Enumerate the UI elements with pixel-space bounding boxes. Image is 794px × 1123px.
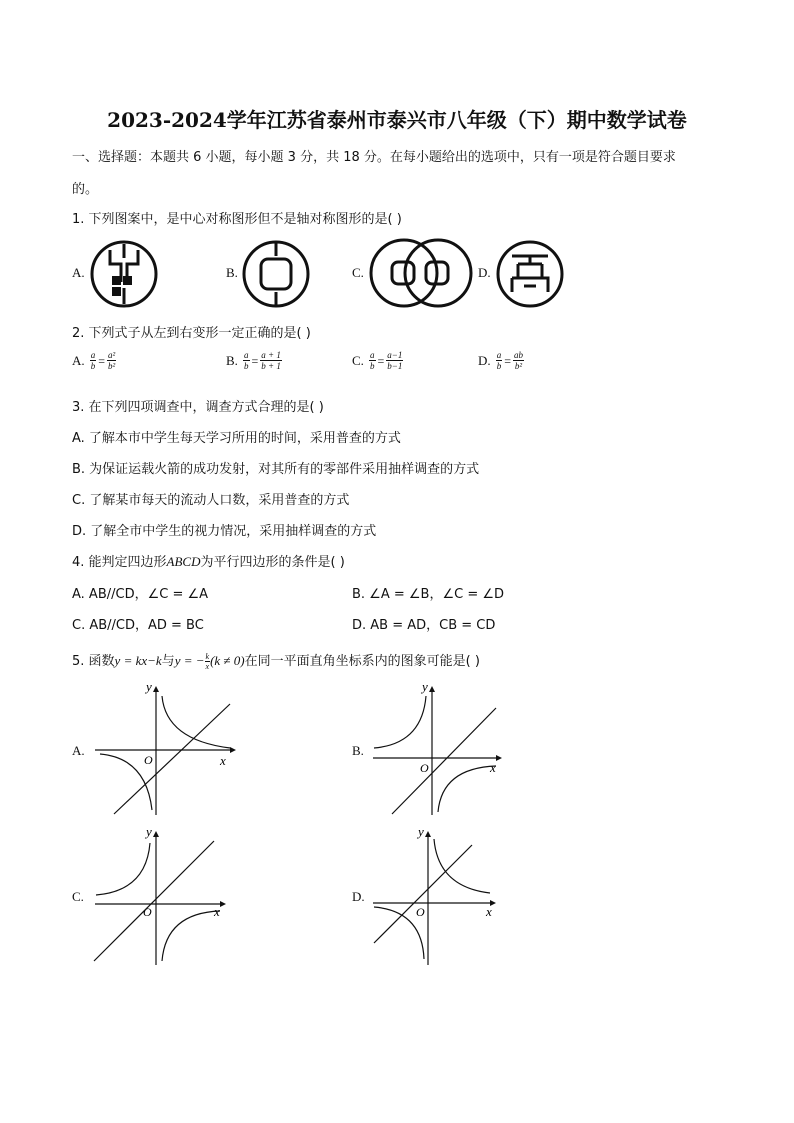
x-axis-label: x bbox=[214, 904, 220, 919]
q5-option-c-graph bbox=[90, 825, 240, 970]
q4-option-a: A. AB//CD，∠C = ∠A bbox=[72, 587, 209, 602]
q4-option-b: B. ∠A = ∠B，∠C = ∠D bbox=[352, 587, 505, 602]
q2-option-c: C. $\frac{a}{b}$ = $\frac{a-1}{b-1}$ bbox=[352, 350, 403, 371]
line-graph bbox=[392, 708, 496, 814]
q5-option-b-label: B. bbox=[352, 743, 364, 758]
question-3-stem: 3. 在下列四项调查中，调查方式合理的是( ) bbox=[72, 400, 324, 415]
line-graph bbox=[374, 845, 472, 943]
hyperbola-branch-2 bbox=[162, 911, 220, 961]
origin-label: O bbox=[143, 905, 152, 919]
origin-label: O bbox=[416, 905, 425, 919]
q1-option-b-figure bbox=[240, 238, 312, 310]
q5-option-d-graph bbox=[368, 825, 518, 970]
q3-option-b: B. 为保证运载火箭的成功发射，对其所有的零部件采用抽样调查的方式 bbox=[72, 462, 480, 477]
y-axis-label: y bbox=[418, 825, 424, 839]
line-graph bbox=[114, 704, 230, 814]
section-heading-line2: 的。 bbox=[72, 182, 99, 197]
q1-option-b-label: B. bbox=[226, 265, 238, 280]
q2-option-a: A. $\frac{a}{b}$ = $\frac{\text{a²}}{\text{b²}}$ bbox=[72, 350, 116, 371]
q1-option-c-label: C. bbox=[352, 265, 364, 280]
hyperbola-branch-1 bbox=[434, 839, 490, 893]
y-axis-label: y bbox=[422, 680, 428, 694]
hyperbola-branch-2 bbox=[438, 766, 496, 812]
x-axis-label: x bbox=[220, 753, 226, 768]
y-axis-label: y bbox=[146, 825, 152, 839]
hyperbola-branch-1 bbox=[374, 696, 426, 748]
hyperbola-branch-1 bbox=[96, 843, 150, 895]
origin-label: O bbox=[144, 753, 153, 767]
q1-option-a-label: A. bbox=[72, 265, 85, 280]
q2-option-b: B. $\frac{a}{b}$ = $\frac{a + 1}{b + 1}$ bbox=[226, 350, 281, 371]
x-axis-label: x bbox=[486, 904, 492, 919]
q5-option-c-label: C. bbox=[72, 889, 84, 904]
question-5-stem: 5. 函数y = kx−k与y = − $\frac{k}{x}$ (k ≠ 0)在同一平面直角坐标系内的图象可能是( ) bbox=[72, 652, 480, 671]
section-heading-line1: 一、选择题：本题共 6 小题，每小题 3 分，共 18 分。在每小题给出的选项中，只有一项是符合题目要求 bbox=[72, 150, 676, 165]
q4-option-c: C. AB//CD，AD = BC bbox=[72, 618, 204, 633]
q3-option-c: C. 了解某市每天的流动人口数，采用普查的方式 bbox=[72, 493, 350, 508]
q5-option-a-label: A. bbox=[72, 743, 85, 758]
line-graph bbox=[94, 841, 214, 961]
q1-option-a-figure bbox=[88, 238, 160, 310]
q1-option-d-label: D. bbox=[478, 265, 491, 280]
question-1-stem: 1. 下列图案中，是中心对称图形但不是轴对称图形的是( ) bbox=[72, 212, 402, 227]
hyperbola-branch-1 bbox=[162, 696, 230, 748]
y-axis-label: y bbox=[146, 680, 152, 694]
x-axis-label: x bbox=[490, 760, 496, 775]
q4-option-d: D. AB = AD，CB = CD bbox=[352, 618, 496, 633]
q3-option-d: D. 了解全市中学生的视力情况，采用抽样调查的方式 bbox=[72, 524, 377, 539]
q1-option-c-figure bbox=[368, 236, 474, 310]
q1-option-d-figure bbox=[494, 238, 566, 310]
q2-option-d: D. $\frac{a}{b}$ = $\frac{ab}{\text{b²}}$ bbox=[478, 350, 524, 371]
q5-option-a-graph bbox=[90, 680, 240, 820]
q5-option-d-label: D. bbox=[352, 889, 365, 904]
page-title: 2023-2024学年江苏省泰州市泰兴市八年级（下）期中数学试卷 bbox=[107, 108, 687, 132]
q5-option-b-graph bbox=[368, 680, 518, 820]
question-4-stem: 4. 能判定四边形ABCD为平行四边形的条件是( ) bbox=[72, 554, 345, 570]
q3-option-a: A. 了解本市中学生每天学习所用的时间，采用普查的方式 bbox=[72, 431, 401, 446]
question-2-stem: 2. 下列式子从左到右变形一定正确的是( ) bbox=[72, 326, 311, 341]
origin-label: O bbox=[420, 761, 429, 775]
